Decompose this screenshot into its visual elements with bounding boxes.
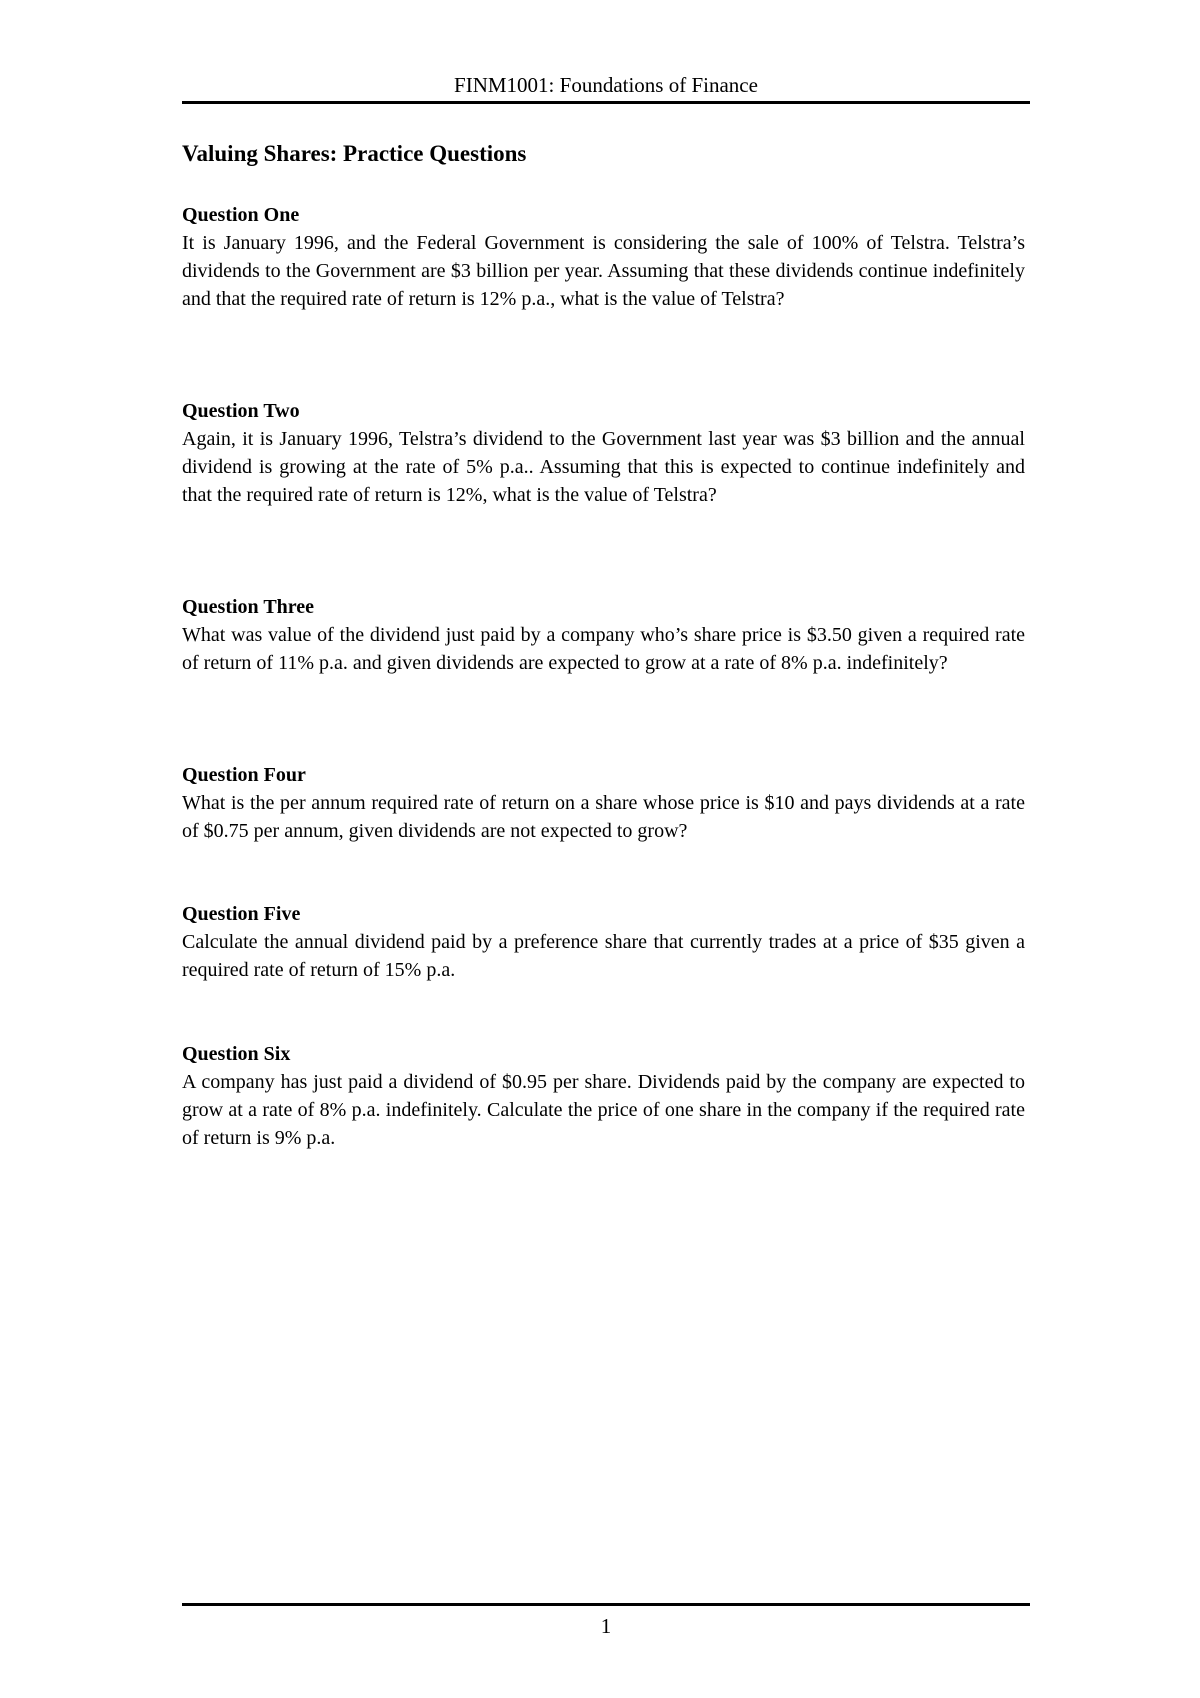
page-number: 1 <box>600 1614 612 1638</box>
question-heading: Question Three <box>182 596 315 618</box>
question-two <box>182 397 1025 509</box>
question-heading: Question Six <box>182 1043 291 1065</box>
question-heading: Question Five <box>182 903 301 925</box>
question-heading: Question One <box>182 204 300 226</box>
question-four <box>182 761 1025 845</box>
footer-rule <box>182 1603 1030 1606</box>
question-five <box>182 900 1025 984</box>
page-title: Valuing Shares: Practice Questions <box>182 141 527 166</box>
question-three <box>182 593 1025 677</box>
question-text: A company has just paid a dividend of $0.95 per share. Dividends paid by the company are expected to grow at a rate of 8% p.a. indefinitely. Calculate the price of one share in the company if the required rate of return is 9% p.a. <box>182 1071 1025 1149</box>
question-text: Calculate the annual dividend paid by a preference share that currently trades at a price of $35 given a required rate of return of 15% p.a. <box>182 931 1025 981</box>
question-one <box>182 201 1025 313</box>
question-text: Again, it is January 1996, Telstra’s dividend to the Government last year was $3 billion and the annual dividend is growing at the rate of 5% p.a.. Assuming that this is expected to continue indefinitely and that the required rate of return is 12%, what is the value of Telstra? <box>182 428 1025 506</box>
question-six <box>182 1040 1025 1152</box>
header-rule <box>182 101 1030 104</box>
question-heading: Question Two <box>182 400 300 422</box>
question-heading: Question Four <box>182 764 306 786</box>
question-text: What was value of the dividend just paid by a company who’s share price is $3.50 given a required rate of return of 11% p.a. and given dividends are expected to grow at a rate of 8% p.a. indefinitely? <box>182 624 1025 674</box>
question-text: What is the per annum required rate of return on a share whose price is $10 and pays dividends at a rate of $0.75 per annum, given dividends are not expected to grow? <box>182 792 1025 842</box>
question-text: It is January 1996, and the Federal Government is considering the sale of 100% of Telstra. Telstra’s dividends to the Government are $3 billion per year. Assuming that these dividends continue indefinitely and that the required rate of return is 12% p.a., what is the value of Telstra? <box>182 232 1025 310</box>
header-course-title: FINM1001: Foundations of Finance <box>454 73 758 97</box>
